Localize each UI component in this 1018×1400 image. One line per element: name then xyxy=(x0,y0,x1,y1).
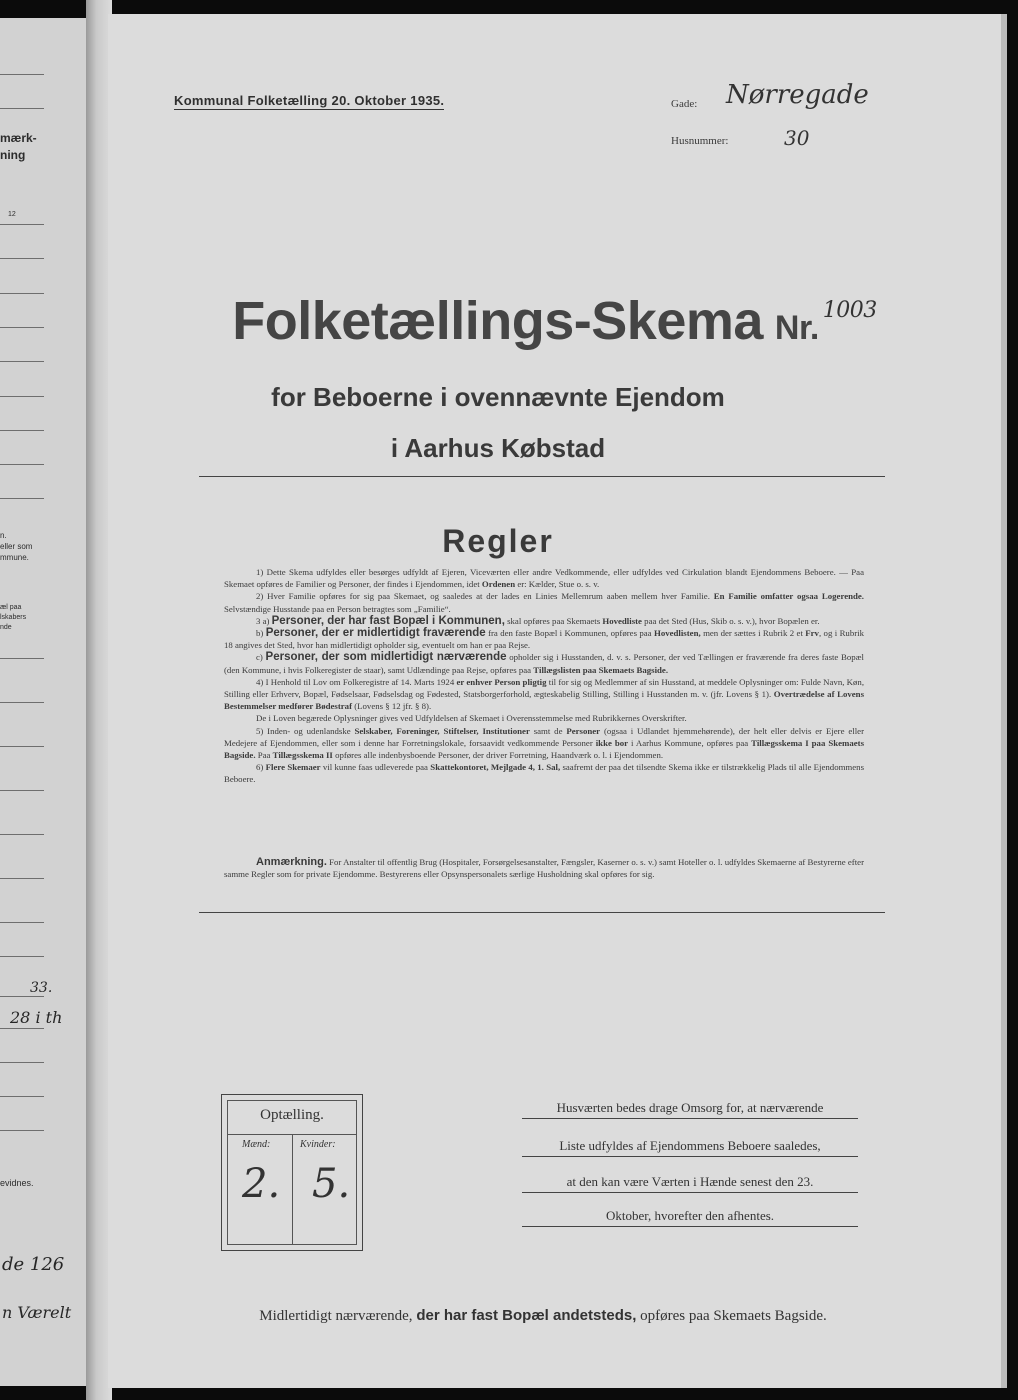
census-form-page xyxy=(108,14,1001,1388)
notice-line: Liste udfyldes af Ejendommens Beboere saaledes, xyxy=(522,1138,858,1157)
rule-5: 5) Inden- og udenlandske Selskaber, Foreninger, Stiftelser, Institutioner samt de Personer (ogsaa i Udlandet hjemmehørende), der helt eller delvis er Ejere eller Medejere af Ejendommen, eller som i denne har Forretningslokale, forsaavidt vedkommende Personer ikke bor i Aarhus Kommune, opføres paa Tillægsskema I paa Skemaets Bagside. Paa Tillægsskema II opføres alle indenbysboende Personer, der driver Forretning, Haandværk o. l. i Ejendommen. xyxy=(224,725,865,761)
husnummer-label: Husnummer: xyxy=(671,135,729,147)
page-edge xyxy=(1001,14,1007,1388)
left-page-rule xyxy=(0,430,44,431)
left-page-rule xyxy=(0,1096,44,1097)
left-page-handwriting: 28 i th xyxy=(10,1008,63,1027)
gade-label: Gade: xyxy=(671,98,698,110)
left-page-rule xyxy=(0,746,44,747)
form-title xyxy=(108,290,1001,352)
left-page-text: nde xyxy=(0,624,12,631)
left-page-rule xyxy=(0,396,44,397)
notice-line: Oktober, hvorefter den afhentes. xyxy=(522,1208,858,1227)
rule-3b: b) Personer, der er midlertidigt fraværende fra den faste Bopæl i Kommunen, opføres paa Hovedlisten, men der sættes i Rubrik 2 et Frv, og i Rubrik 18 angives det Sted, hvor han midlertidigt opholder sig, eventuelt om han er paa Rejse. xyxy=(224,627,864,651)
maend-value: 2. xyxy=(242,1161,281,1207)
rule-4-extra: De i Loven begærede Oplysninger gives ved Udfyldelsen af Skemaet i Overensstemmelse med Rubrikkernes Overskrifter. xyxy=(256,713,687,724)
left-page-handwriting: de 126 xyxy=(2,1254,65,1275)
census-header: Kommunal Folketælling 20. Oktober 1935. xyxy=(174,93,445,108)
left-page xyxy=(0,18,86,1386)
left-page-text: lskabers xyxy=(0,614,27,621)
left-page-handwriting: 33. xyxy=(30,980,53,996)
rule-3c: c) Personer, der som midlertidigt nærværende opholder sig i Husstanden, d. v. s. Personer, der ved Tællingen er fraværende fra deres faste Bopæl (den Kommune, i hvis Folkeregister de staar), samt Udlændinge paa Rejse, opføres paa Tillægslisten paa Skemaets Bagside. xyxy=(224,651,864,675)
rules-heading: Regler xyxy=(442,523,554,559)
left-page-rule xyxy=(0,1062,44,1063)
left-page-rule xyxy=(0,224,44,225)
count-table xyxy=(227,1100,357,1245)
rule-6: 6) Flere Skemaer vil kunne faas udleverede paa Skattekontoret, Mejlgade 4, 1. Sal, saafremt der paa det tilsendte Skema ikke er tilstrækkelig Plads til alle Ejendommens Beboere. xyxy=(224,762,864,785)
anmaerkning-text: For Anstalter til offentlig Brug (Hospitaler, Forsørgelsesanstalter, Fængsler, Kaserner o. s. v.) samt Hoteller o. l. udfyldes Skemaerne af Bestyrerne efter samme Regler som for private Ejendomme. Bestyrerens eller Opsynspersonalets særlige Husholdning skal opføres for sig. xyxy=(224,857,864,880)
form-subtitle: for Beboerne i ovennævnte Ejendom xyxy=(271,382,725,412)
left-page-text: mmune. xyxy=(0,553,29,562)
left-page-text: æl paa xyxy=(0,604,22,611)
left-page-rule xyxy=(0,293,44,294)
gade-value: Nørregade xyxy=(726,80,869,110)
left-page-rule xyxy=(0,108,44,109)
count-box xyxy=(221,1094,363,1251)
left-page-text: 12 xyxy=(8,211,16,218)
rules-text xyxy=(224,566,864,786)
form-subtitle-city: i Aarhus Købstad xyxy=(390,433,606,463)
left-page-rule xyxy=(0,996,44,997)
rule-1: 1) Dette Skema udfyldes eller besørges udfyldt af Ejeren, Viceværten eller andre Vedkommende, eller udfyldes ved Cirkulation blandt Ejendommens Beboere. — Paa Skemaet opføres de Familier og Personer, der findes i Ejendommen, idet Ordenen er: Kælder, Stue o. s. v. xyxy=(224,567,864,590)
left-page-text: ning xyxy=(0,148,26,162)
left-page-rule xyxy=(0,361,44,362)
kvinder-label: Kvinder: xyxy=(300,1139,336,1150)
left-page-rule xyxy=(0,922,44,923)
left-page-rule xyxy=(0,464,44,465)
left-page-text: n. xyxy=(0,531,7,540)
anmaerkning xyxy=(224,856,864,880)
count-divider xyxy=(292,1134,293,1244)
left-page-rule xyxy=(0,702,44,703)
notice-line: Husværten bedes drage Omsorg for, at nærværende xyxy=(522,1100,858,1119)
left-page-rule xyxy=(0,790,44,791)
anmaerkning-label: Anmærkning. xyxy=(256,856,327,868)
left-page-rule xyxy=(0,1130,44,1131)
form-number-label: Nr. xyxy=(774,309,819,347)
left-page-rule xyxy=(0,956,44,957)
rule-3a: 3 a) Personer, der har fast Bopæl i Kommunen, skal opføres paa Skemaets Hovedliste paa det Sted (Hus, Skib o. s. v.), hvor Bopælen er. xyxy=(256,614,820,627)
notice-line: at den kan være Værten i Hænde senest den 23. xyxy=(522,1174,858,1193)
left-page-rule xyxy=(0,258,44,259)
divider xyxy=(199,912,885,913)
left-page-rule xyxy=(0,658,44,659)
footer-note: Midlertidigt nærværende, der har fast Bopæl andetsteds, opføres paa Skemaets Bagside. xyxy=(259,1307,827,1324)
rule-2: 2) Hver Familie opføres for sig paa Skemaet, og saaledes at der lades en Linies Mellemrum aaben mellem hver Familie. En Familie omfatter ogsaa Logerende. Selvstændige Husstande paa en Person betragtes som „Familie“. xyxy=(224,591,864,614)
left-page-rule xyxy=(0,1028,44,1029)
left-page-text: evidnes. xyxy=(0,1178,34,1188)
left-page-rule xyxy=(0,834,44,835)
left-page-rule xyxy=(0,498,44,499)
left-page-rule xyxy=(0,878,44,879)
left-page-text: mærk- xyxy=(0,131,37,145)
count-title: Optælling. xyxy=(260,1107,324,1123)
divider xyxy=(199,476,885,477)
rule-4: 4) I Henhold til Lov om Folkeregistre af 14. Marts 1924 er enhver Person pligtig til for sig og Medlemmer af sin Husstand, at meddele Oplysninger om: Fulde Navn, Køn, Stilling eller Erhverv, Bopæl, Fødselsaar, Fødselsdag og Fødested, Statsborgerforhold, ægteskabelig Stilling, Stilling i Husstanden m. v. (jfr. Lovens § 1). Overtrædelse af Lovens Bestemmelser medfører Bødestraf (Lovens § 12 jfr. § 8). xyxy=(224,676,865,712)
left-page-text: eller som xyxy=(0,542,33,551)
left-page-handwriting: n Værelt xyxy=(2,1303,72,1322)
kvinder-value: 5. xyxy=(312,1161,351,1207)
husnummer-value: 30 xyxy=(784,126,810,150)
left-page-rule xyxy=(0,327,44,328)
form-number-value: 1003 xyxy=(822,298,877,323)
maend-label: Mænd: xyxy=(242,1139,271,1150)
form-title-main: Folketællings-Skema xyxy=(232,291,763,351)
left-page-rule xyxy=(0,74,44,75)
